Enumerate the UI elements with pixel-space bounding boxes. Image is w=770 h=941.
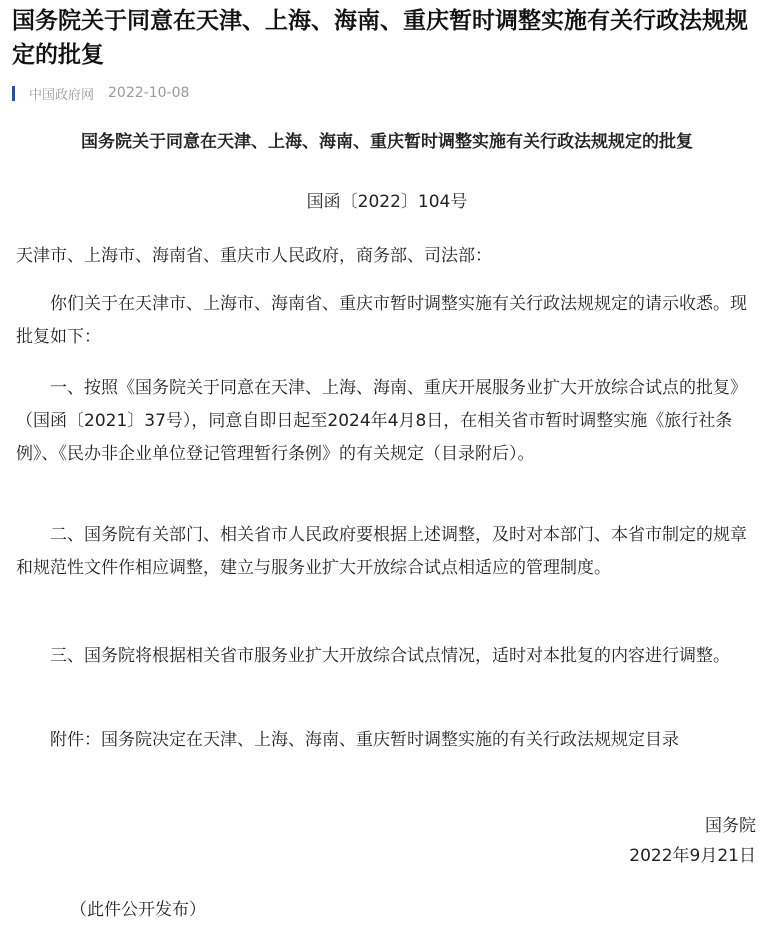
attachment-note: 附件：国务院决定在天津、上海、海南、重庆暂时调整实施的有关行政法规规定目录: [50, 730, 679, 750]
publish-date: 2022-10-08: [108, 85, 190, 101]
paragraph: 一、按照《国务院关于同意在天津、上海、海南、重庆开展服务业扩大开放综合试点的批复》（国函〔2021〕37号），同意自即日起至2024年4月8日，在相关省市暂时调整实施《旅行社条例》、《民办非企业单位登记管理暂行条例》的有关规定（目录附后）。: [16, 378, 747, 464]
sign-date: 2022年9月21日: [629, 846, 756, 866]
page-title: 国务院关于同意在天津、上海、海南、重庆暂时调整实施有关行政法规规定的批复: [12, 8, 748, 68]
accent-bar: [12, 86, 15, 101]
paragraph: 二、国务院有关部门、相关省市人民政府要根据上述调整，及时对本部门、本省市制定的规章和规范性文件作相应调整，建立与服务业扩大开放综合试点相适应的管理制度。: [16, 525, 747, 578]
paragraph: 三、国务院将根据相关省市服务业扩大开放综合试点情况，适时对本批复的内容进行调整。: [50, 646, 730, 666]
document-number: 国函〔2022〕104号: [306, 192, 468, 212]
signatory: 国务院: [705, 816, 756, 836]
document-title: 国务院关于同意在天津、上海、海南、重庆暂时调整实施有关行政法规规定的批复: [81, 132, 693, 152]
addressee: 天津市、上海市、海南省、重庆市人民政府，商务部、司法部：: [16, 246, 492, 266]
paragraph: 你们关于在天津市、上海市、海南省、重庆市暂时调整实施有关行政法规规定的请示收悉。现批复如下：: [16, 294, 747, 347]
publish-note: （此件公开发布）: [70, 900, 206, 920]
source-label: 中国政府网: [29, 87, 95, 103]
article-meta: [12, 84, 189, 102]
